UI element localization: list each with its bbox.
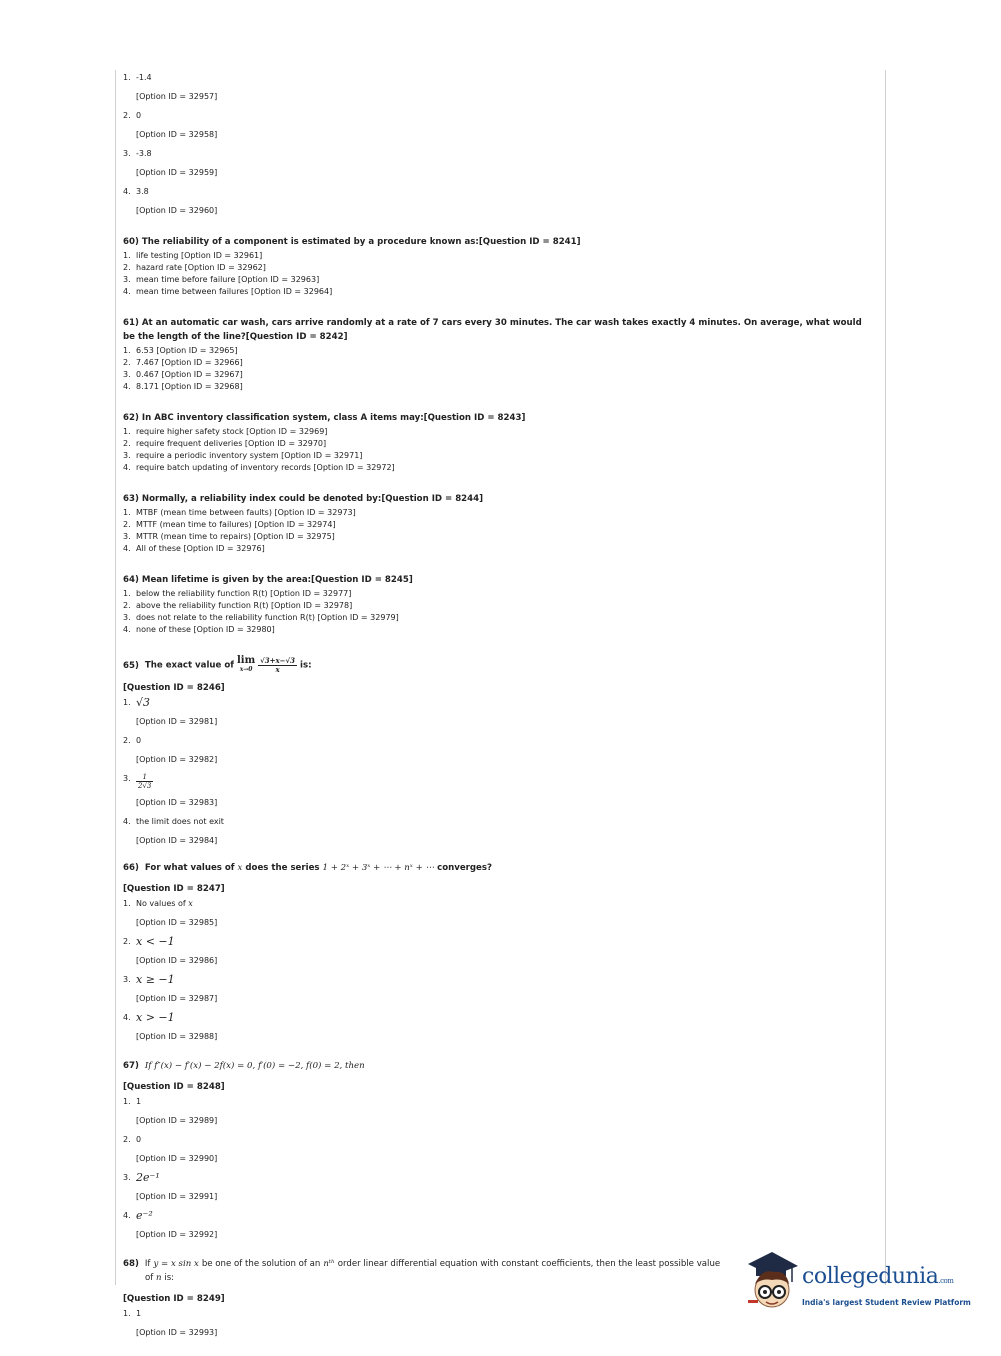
question-61: [123, 316, 868, 393]
option-number: 1.: [123, 698, 131, 707]
fraction: [136, 773, 153, 790]
option-number: 2.: [123, 439, 131, 448]
option: [123, 450, 868, 462]
question-stem: The exact value of: [144, 660, 234, 671]
option-id: [Option ID = 32989]: [136, 1116, 218, 1125]
brand-tagline: India's largest Student Review Platform: [802, 1298, 971, 1307]
option-math: 2e⁻¹: [136, 1171, 160, 1184]
option-number: 1.: [123, 427, 131, 436]
math-series: 1 + 2ˣ + 3ˣ + ⋯ + nˣ + ⋯: [322, 863, 435, 873]
option-math: e⁻²: [136, 1209, 153, 1222]
option-number: 3.: [123, 149, 131, 158]
option-number: 1.: [123, 346, 131, 355]
option: [123, 735, 868, 747]
option-text: No values of: [136, 899, 186, 908]
option-number: 3.: [123, 275, 131, 284]
option-text: mean time between failures [Option ID = 32964]: [136, 287, 333, 296]
question-stem: For what values of: [144, 863, 235, 873]
math-variable: nᵗʰ: [323, 1259, 335, 1269]
question-text: [123, 316, 868, 344]
option-number: 2.: [123, 1135, 131, 1144]
option-text: mean time before failure [Option ID = 32963]: [136, 275, 320, 284]
question-text: [123, 861, 868, 875]
option-id: [Option ID = 32988]: [136, 1032, 218, 1041]
limit-expression: [237, 656, 255, 674]
page-border-left: [115, 70, 116, 1285]
option: [123, 773, 868, 790]
question-stem-end: converges?: [437, 863, 492, 873]
option-text: does not relate to the reliability function R(t) [Option ID = 32979]: [136, 613, 399, 622]
question-number: 64): [123, 575, 139, 585]
option-text: hazard rate [Option ID = 32962]: [136, 263, 266, 272]
fraction-numerator: √3+x−√3: [260, 655, 296, 665]
option-number: 2.: [123, 937, 131, 946]
question-text: [123, 1059, 868, 1073]
option: [123, 974, 868, 986]
brand-domain: .com: [938, 1277, 954, 1285]
q59-options: [123, 72, 868, 217]
option-id: [Option ID = 32959]: [136, 168, 218, 177]
option: [123, 543, 868, 555]
option-number: 3.: [123, 532, 131, 541]
option: [123, 250, 868, 262]
question-stem: At an automatic car wash, cars arrive randomly at a rate of 7 cars every 30 minutes. The car wash takes exactly 4 minutes. On average, what would be the length of the line?[Question ID = 8242]: [123, 318, 862, 342]
question-stem-mid: does the series: [245, 863, 320, 873]
option-text: 0: [136, 111, 142, 120]
option: [123, 357, 868, 369]
fraction-denominator: 2√3: [138, 782, 152, 790]
option: [123, 262, 868, 274]
question-text: [123, 235, 868, 249]
option-number: 3.: [123, 975, 131, 984]
question-id: [Question ID = 8248]: [123, 1082, 225, 1092]
option-text: All of these [Option ID = 32976]: [136, 544, 265, 553]
option-text: require a periodic inventory system [Option ID = 32971]: [136, 451, 363, 460]
question-stem-of: of: [145, 1273, 154, 1283]
question-number: 63): [123, 494, 139, 504]
brand-name: [802, 1264, 953, 1289]
question-66: [123, 861, 868, 1043]
option: [123, 600, 868, 612]
math-variable: n: [156, 1273, 162, 1283]
option-number: 3.: [123, 1173, 131, 1182]
question-stem-mid: order linear differential equation with constant coefficients, then the least possible value: [337, 1259, 721, 1269]
question-text: [123, 492, 868, 506]
option-id: [Option ID = 32981]: [136, 717, 218, 726]
option: [123, 369, 868, 381]
question-stem: If f″(x) − f′(x) − 2f(x) = 0, f′(0) = −2, f(0) = 2, then: [144, 1061, 365, 1071]
option-text: 6.53 [Option ID = 32965]: [136, 346, 238, 355]
option-text: 8.171 [Option ID = 32968]: [136, 382, 243, 391]
question-number: 66): [123, 863, 139, 873]
question-62: [123, 411, 868, 474]
option-number: 2.: [123, 263, 131, 272]
question-number: 65): [123, 660, 139, 671]
option-number: 4.: [123, 625, 131, 634]
option-text: MTTF (mean time to failures) [Option ID = 32974]: [136, 520, 336, 529]
option-number: 1.: [123, 1309, 131, 1318]
question-stem: Normally, a reliability index could be denoted by:[Question ID = 8244]: [141, 494, 484, 504]
option: [123, 274, 868, 286]
option-text: require higher safety stock [Option ID = 32969]: [136, 427, 328, 436]
option-text: life testing [Option ID = 32961]: [136, 251, 263, 260]
option-id: [Option ID = 32957]: [136, 92, 218, 101]
option: [123, 588, 868, 600]
option-text: require frequent deliveries [Option ID = 32970]: [136, 439, 327, 448]
question-stem-end: is:: [164, 1273, 175, 1283]
option-id: [Option ID = 32982]: [136, 755, 218, 764]
question-64: [123, 573, 868, 636]
option: [123, 612, 868, 624]
limit-subscript: x→0: [239, 666, 253, 673]
option-number: 3.: [123, 613, 131, 622]
option: [123, 936, 868, 948]
option: [123, 1012, 868, 1024]
option-text: √3: [136, 696, 151, 709]
option-id: [Option ID = 32992]: [136, 1230, 218, 1239]
option-math: x > −1: [136, 1011, 175, 1024]
option-text: MTBF (mean time between faults) [Option ID = 32973]: [136, 508, 356, 517]
option-text: 1: [136, 1309, 142, 1318]
option: [123, 519, 868, 531]
option-id: [Option ID = 32986]: [136, 956, 218, 965]
limit-operator: lim: [236, 655, 256, 666]
option-text: 7.467 [Option ID = 32966]: [136, 358, 243, 367]
question-number: 60): [123, 237, 139, 247]
option-number: 4.: [123, 1211, 131, 1220]
question-number: 67): [123, 1061, 139, 1071]
option-number: 3.: [123, 451, 131, 460]
option: [123, 345, 868, 357]
option-id: [Option ID = 32985]: [136, 918, 218, 927]
option-number: 4.: [123, 1013, 131, 1022]
question-text: [123, 573, 868, 587]
math-variable: x: [237, 863, 243, 873]
option-text: 0.467 [Option ID = 32967]: [136, 370, 243, 379]
option-number: 4.: [123, 187, 131, 196]
option: [123, 1210, 868, 1222]
option: [123, 624, 868, 636]
option-id: [Option ID = 32993]: [136, 1328, 218, 1337]
option-number: 2.: [123, 111, 131, 120]
page-border-right: [885, 70, 886, 1285]
option-number: 1.: [123, 508, 131, 517]
question-stem: If: [144, 1259, 151, 1269]
option-id: [Option ID = 32990]: [136, 1154, 218, 1163]
question-id: [Question ID = 8247]: [123, 884, 225, 894]
question-number: 62): [123, 413, 139, 423]
option: [123, 697, 868, 709]
option: [123, 72, 868, 84]
option-number: 2.: [123, 358, 131, 367]
question-number: 61): [123, 318, 139, 328]
option: [123, 186, 868, 198]
option-text: -3.8: [136, 149, 152, 158]
question-stem-mid: be one of the solution of an: [201, 1259, 321, 1269]
option: [123, 1172, 868, 1184]
option-text: below the reliability function R(t) [Option ID = 32977]: [136, 589, 352, 598]
option: [123, 110, 868, 122]
question-paper: [123, 72, 868, 1346]
option-text: -1.4: [136, 73, 152, 82]
option-text: none of these [Option ID = 32980]: [136, 625, 275, 634]
math-expression: y = x sin x: [153, 1259, 199, 1269]
question-stem: The reliability of a component is estimated by a procedure known as:[Question ID = 8241]: [141, 237, 581, 247]
option: [123, 816, 868, 828]
option: [123, 507, 868, 519]
option-number: 1.: [123, 73, 131, 82]
option-text: 0: [136, 1135, 142, 1144]
fraction-numerator: 1: [136, 773, 153, 782]
option-number: 4.: [123, 817, 131, 826]
option-math: x: [188, 899, 193, 908]
option-math: x < −1: [136, 935, 175, 948]
question-60: [123, 235, 868, 298]
mascot-icon: [742, 1250, 800, 1314]
option-id: [Option ID = 32983]: [136, 798, 218, 807]
option: [123, 286, 868, 298]
option-number: 3.: [123, 370, 131, 379]
question-67: [123, 1059, 868, 1241]
question-text: [123, 656, 868, 674]
option: [123, 148, 868, 160]
question-id: [Question ID = 8249]: [123, 1294, 225, 1304]
fraction-denominator: x: [275, 664, 280, 674]
option-text: 1: [136, 1097, 142, 1106]
option-number: 1.: [123, 899, 131, 908]
option: [123, 381, 868, 393]
question-stem: In ABC inventory classification system, class A items may:[Question ID = 8243]: [141, 413, 526, 423]
option-number: 4.: [123, 463, 131, 472]
collegedunia-logo: [742, 1250, 972, 1320]
option: [123, 898, 868, 910]
option-id: [Option ID = 32984]: [136, 836, 218, 845]
option: [123, 438, 868, 450]
option: [123, 1134, 868, 1146]
option-math: x ≥ −1: [136, 973, 175, 986]
option-id: [Option ID = 32960]: [136, 206, 218, 215]
question-stem-end: is:: [300, 660, 312, 671]
option-number: 4.: [123, 287, 131, 296]
option-id: [Option ID = 32987]: [136, 994, 218, 1003]
option-number: 2.: [123, 520, 131, 529]
option: [123, 462, 868, 474]
question-text: [123, 411, 868, 425]
option: [123, 426, 868, 438]
option-number: 1.: [123, 251, 131, 260]
question-number: 68): [123, 1259, 139, 1269]
option-text: require batch updating of inventory records [Option ID = 32972]: [136, 463, 395, 472]
question-id: [Question ID = 8246]: [123, 683, 225, 693]
question-stem: Mean lifetime is given by the area:[Question ID = 8245]: [141, 575, 413, 585]
option-number: 4.: [123, 544, 131, 553]
option: [123, 1096, 868, 1108]
question-65: [123, 656, 868, 847]
option-number: 1.: [123, 1097, 131, 1106]
option-number: 2.: [123, 601, 131, 610]
option-number: 4.: [123, 382, 131, 391]
option-id: [Option ID = 32958]: [136, 130, 218, 139]
fraction: [258, 657, 297, 674]
option-text: 0: [136, 736, 142, 745]
option-number: 1.: [123, 589, 131, 598]
option-id: [Option ID = 32991]: [136, 1192, 218, 1201]
option-text: MTTR (mean time to repairs) [Option ID = 32975]: [136, 532, 335, 541]
option-text: above the reliability function R(t) [Option ID = 32978]: [136, 601, 353, 610]
brand-name-text: collegedunia: [802, 1264, 939, 1289]
option-text: the limit does not exit: [136, 817, 224, 826]
option-number: 2.: [123, 736, 131, 745]
question-63: [123, 492, 868, 555]
option-number: 3.: [123, 774, 131, 783]
option-text: 3.8: [136, 187, 149, 196]
option: [123, 531, 868, 543]
